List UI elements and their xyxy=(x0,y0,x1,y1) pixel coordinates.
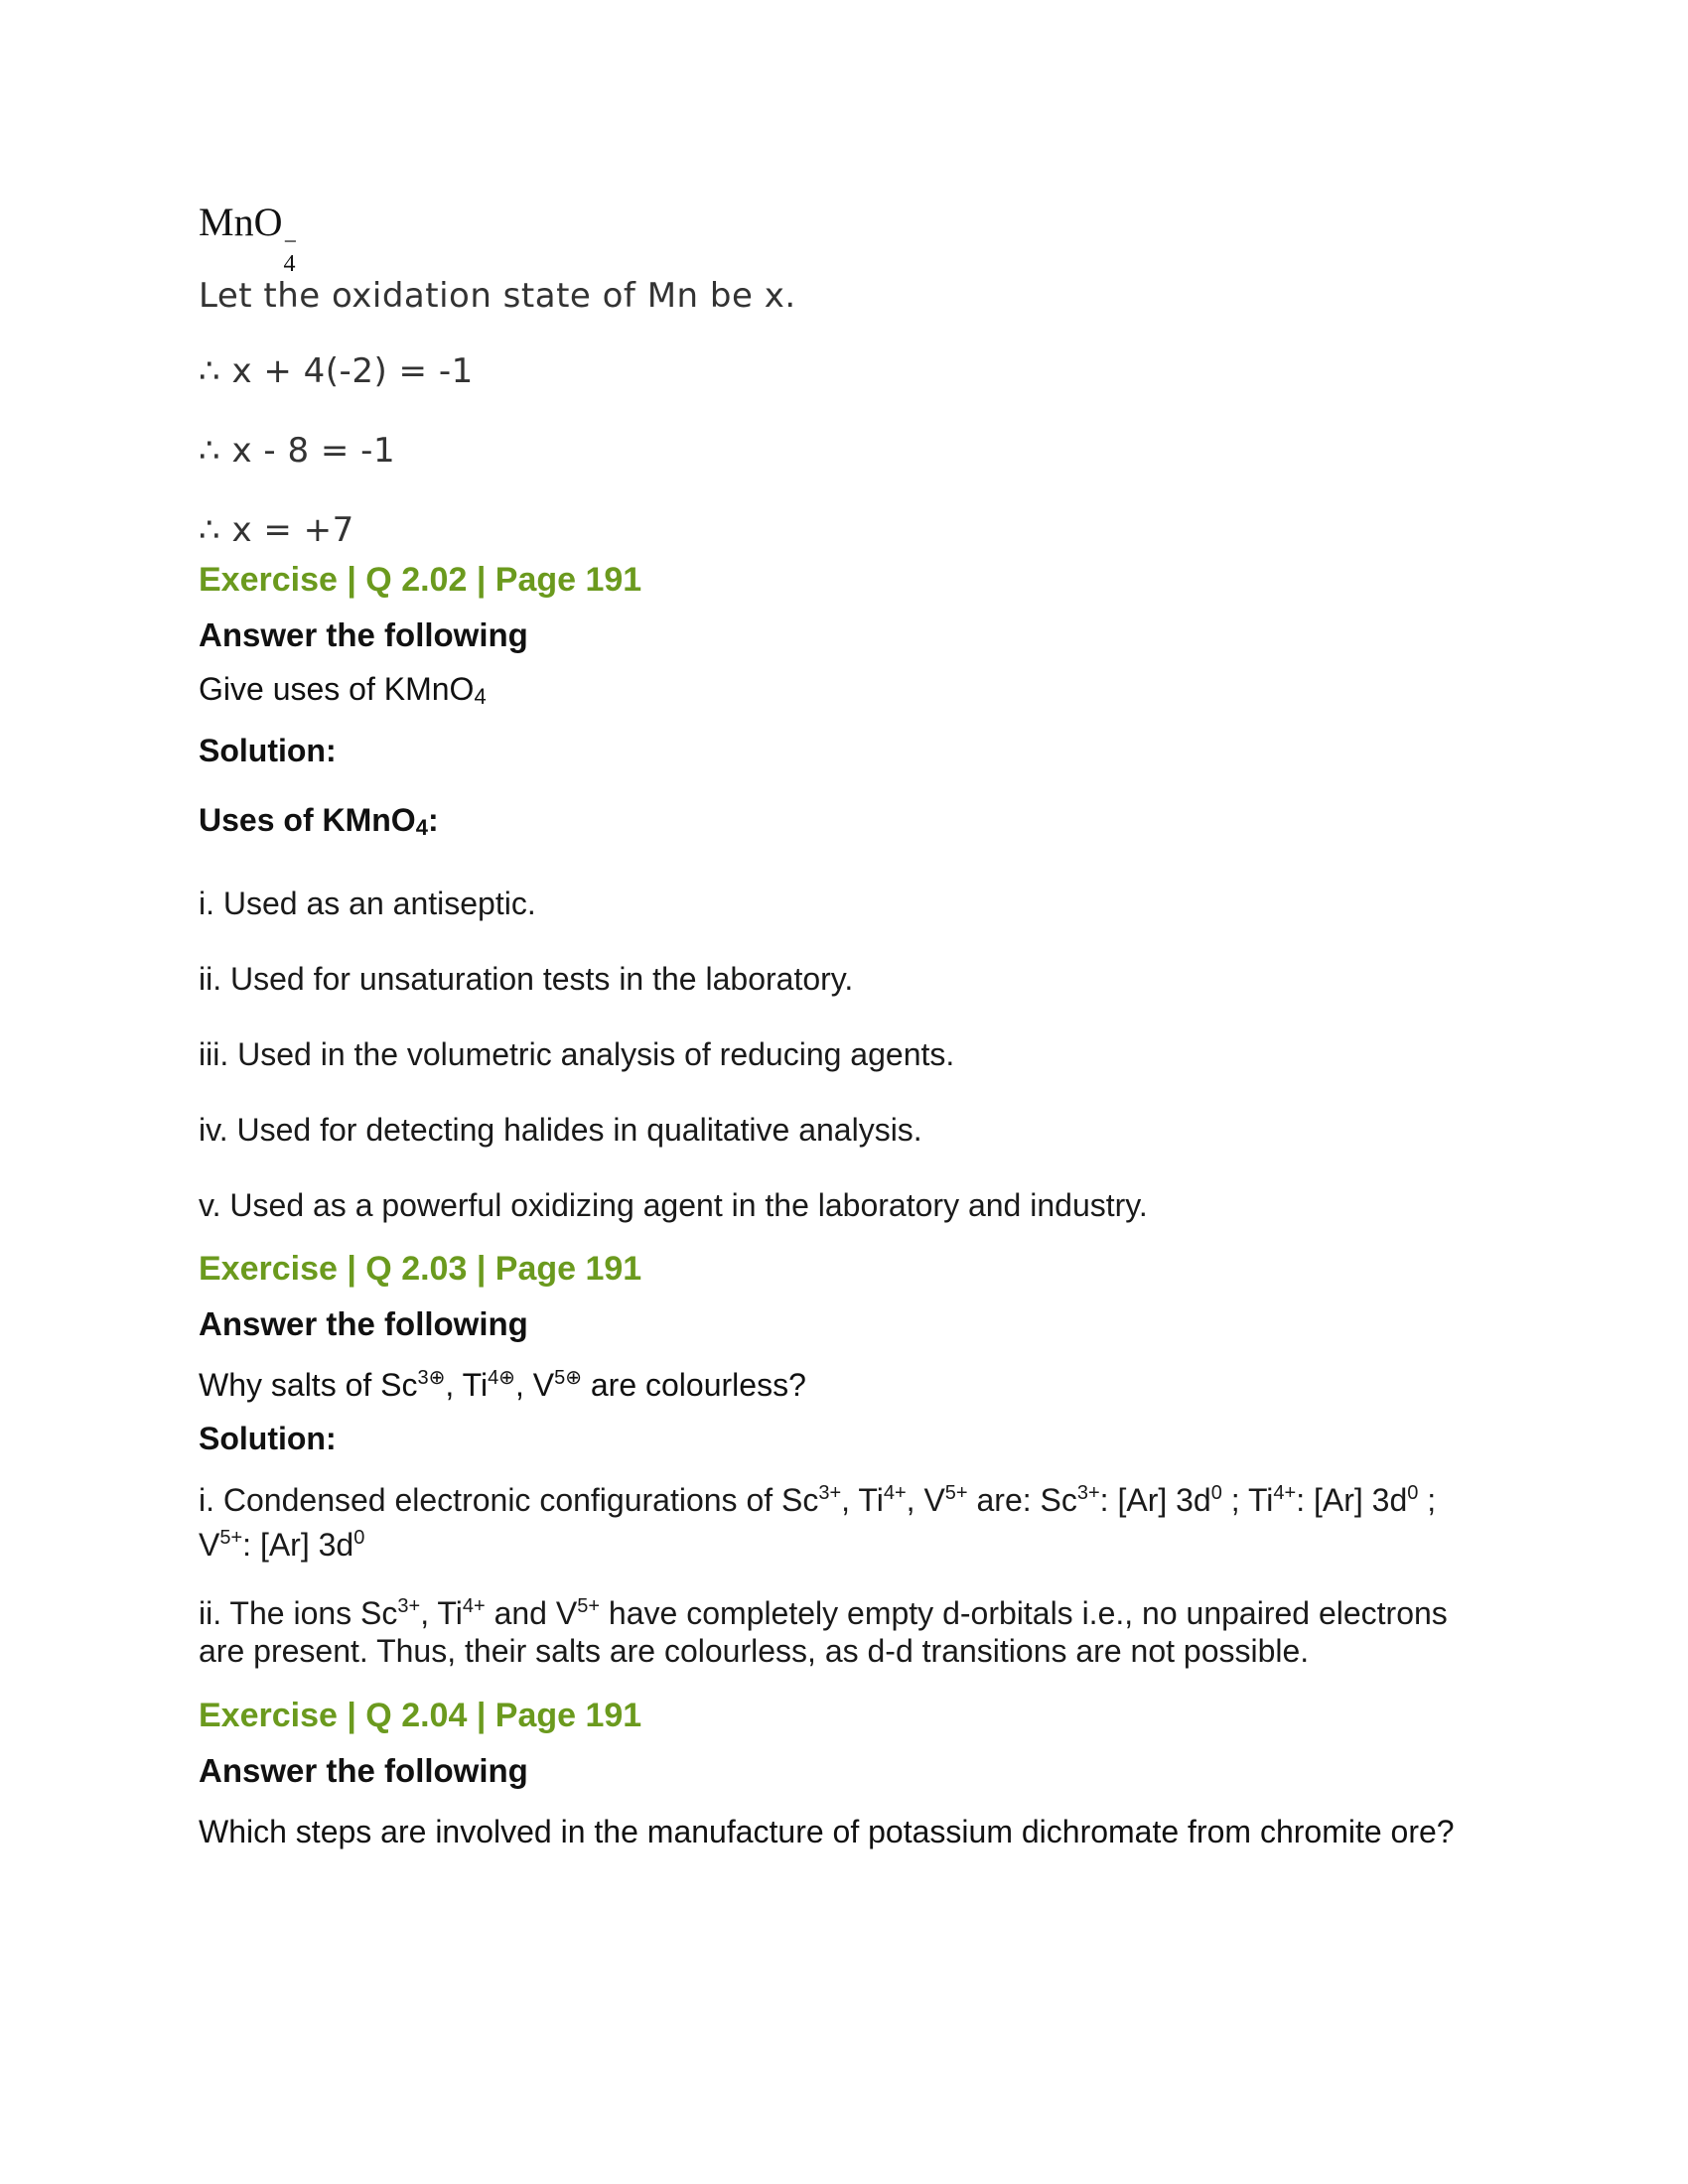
question-title: Answer the following xyxy=(199,616,528,653)
formula-charge: − xyxy=(283,229,297,255)
p-text: : [Ar] 3d xyxy=(242,1527,354,1563)
p-text: are: Sc xyxy=(967,1482,1077,1518)
formula-subscript: 4 xyxy=(283,251,296,277)
equation-line-3: ∴ x = +7 xyxy=(199,510,354,550)
exercise-heading-2-04[interactable]: Exercise | Q 2.04 | Page 191 xyxy=(199,1697,642,1734)
p-text: ; V xyxy=(199,1482,1437,1563)
oxidation-intro: Let the oxidation state of Mn be x. xyxy=(199,276,796,316)
p-text: have completely empty d-orbitals i.e., no unpaired electrons are present. Thus, their salts are colourless, as d-d transitions are not possible. xyxy=(199,1595,1448,1669)
p-text: : [Ar] 3d xyxy=(1296,1482,1408,1518)
question-title: Answer the following xyxy=(199,1752,528,1789)
p-sup: 4+ xyxy=(1273,1482,1297,1504)
p-sup: 5+ xyxy=(219,1527,243,1549)
uses-title xyxy=(199,800,1489,848)
p-text: ii. The ions Sc xyxy=(199,1595,398,1631)
q-sup: 3⊕ xyxy=(417,1367,446,1389)
p-sup: 5+ xyxy=(577,1595,601,1617)
solution-label: Solution: xyxy=(199,1421,337,1456)
equation-line-2: ∴ x - 8 = -1 xyxy=(199,431,396,471)
question-text-main: Give uses of KMnO xyxy=(199,671,475,707)
p-sup: 3+ xyxy=(397,1595,421,1617)
q-part: Why salts of Sc xyxy=(199,1367,418,1403)
q-part: are colourless? xyxy=(581,1367,806,1403)
p-text: i. Condensed electronic configurations of Sc xyxy=(199,1482,819,1518)
equation-line-1: ∴ x + 4(-2) = -1 xyxy=(199,351,474,391)
exercise-heading-2-03[interactable]: Exercise | Q 2.03 | Page 191 xyxy=(199,1250,642,1288)
p-sup: 0 xyxy=(1407,1482,1419,1504)
p-text: ; Ti xyxy=(1221,1482,1274,1518)
q-sup: 5⊕ xyxy=(554,1367,582,1389)
list-item: v. Used as a powerful oxidizing agent in the laboratory and industry. xyxy=(199,1187,1148,1223)
list-item: iv. Used for detecting halides in qualitative analysis. xyxy=(199,1112,922,1148)
p-sup: 4+ xyxy=(883,1482,907,1504)
formula-base: MnO xyxy=(199,200,283,244)
uses-title-subscript: 4 xyxy=(415,815,428,840)
question-text: Which steps are involved in the manufacture of potassium dichromate from chromite ore? xyxy=(199,1814,1455,1849)
list-item: iii. Used in the volumetric analysis of reducing agents. xyxy=(199,1036,955,1072)
p-sup: 3+ xyxy=(1076,1482,1100,1504)
question-subscript: 4 xyxy=(474,684,487,709)
uses-title-main: Uses of KMnO xyxy=(199,802,416,838)
p-sup: 4+ xyxy=(462,1595,486,1617)
p-sup: 5+ xyxy=(944,1482,968,1504)
solution-paragraph-1 xyxy=(199,1474,1489,1564)
uses-title-colon: : xyxy=(427,802,439,838)
q-part: , Ti xyxy=(445,1367,489,1403)
formula-ion-stack xyxy=(283,231,297,275)
q-sup: 4⊕ xyxy=(488,1367,515,1389)
question-text xyxy=(199,669,1489,717)
q-part: , V xyxy=(514,1367,555,1403)
list-item: ii. Used for unsaturation tests in the laboratory. xyxy=(199,961,854,997)
document-page xyxy=(199,199,1489,1873)
solution-paragraph-2 xyxy=(199,1587,1489,1670)
p-text: and V xyxy=(485,1595,578,1631)
p-text: , Ti xyxy=(841,1482,884,1518)
p-sup: 3+ xyxy=(818,1482,842,1504)
question-title: Answer the following xyxy=(199,1305,528,1342)
p-text: : [Ar] 3d xyxy=(1099,1482,1211,1518)
p-sup: 0 xyxy=(1210,1482,1222,1504)
exercise-heading-2-02[interactable]: Exercise | Q 2.02 | Page 191 xyxy=(199,561,642,599)
p-sup: 0 xyxy=(353,1527,365,1549)
p-text: , V xyxy=(906,1482,945,1518)
formula-permanganate xyxy=(199,199,1489,277)
solution-label: Solution: xyxy=(199,733,337,768)
p-text: , Ti xyxy=(420,1595,463,1631)
question-text xyxy=(199,1358,1489,1405)
list-item: i. Used as an antiseptic. xyxy=(199,886,536,921)
